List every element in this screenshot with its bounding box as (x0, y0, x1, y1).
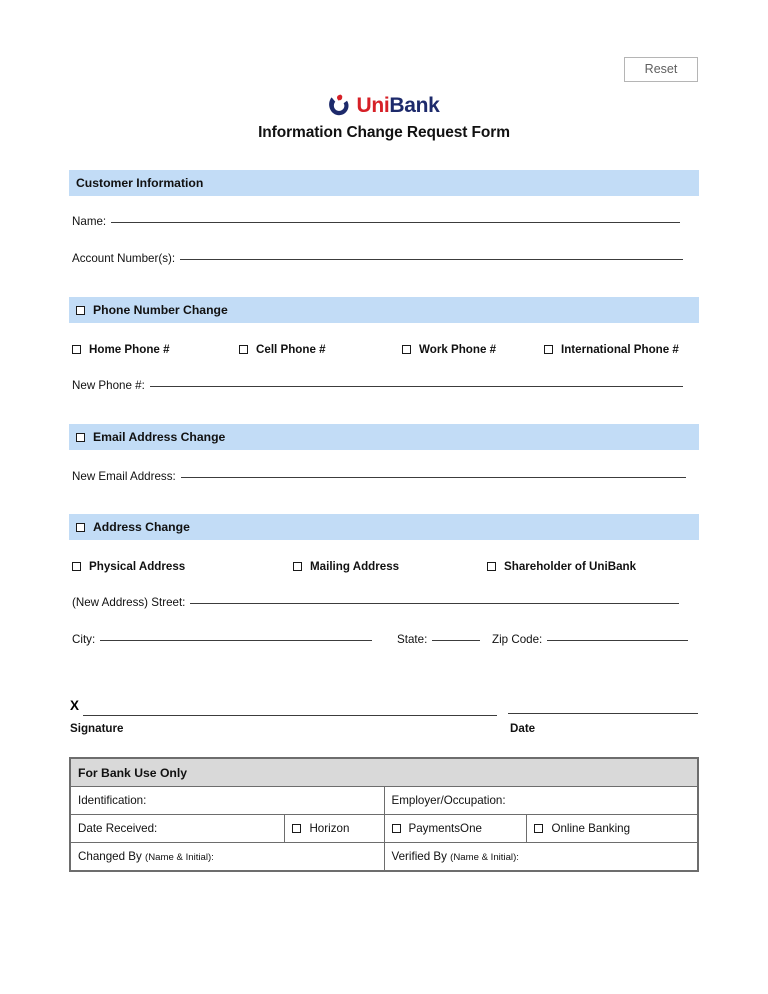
section-checkbox-address-change[interactable] (76, 523, 85, 532)
field-label-city: City: (72, 633, 96, 646)
field-label-new-phone: New Phone #: (72, 379, 145, 392)
phone-option-group (72, 343, 702, 359)
cell-paymentsone[interactable] (384, 815, 527, 843)
checkbox-mailing-address[interactable] (293, 562, 302, 571)
field-new-address-street[interactable] (72, 596, 679, 609)
field-label-name: Name: (72, 215, 107, 228)
checkbox-paymentsone[interactable] (392, 824, 401, 833)
cell-verified-by[interactable] (384, 843, 698, 871)
field-name[interactable] (72, 215, 680, 228)
option-label-international-phone: International Phone # (561, 343, 679, 356)
field-rule-city[interactable] (100, 639, 372, 641)
option-cell-phone[interactable] (239, 343, 326, 356)
option-international-phone[interactable] (544, 343, 679, 356)
field-rule-new-address-street[interactable] (190, 602, 679, 604)
field-rule-zip-code[interactable] (547, 639, 688, 641)
cell-changed-by[interactable] (71, 843, 385, 871)
field-new-phone[interactable] (72, 379, 683, 392)
option-home-phone[interactable] (72, 343, 170, 356)
section-checkbox-email-address-change[interactable] (76, 433, 85, 442)
signature-line[interactable] (83, 714, 497, 716)
label-horizon: Horizon (309, 821, 350, 835)
field-rule-name[interactable] (111, 221, 680, 223)
field-label-account-numbers: Account Number(s): (72, 252, 176, 265)
checkbox-international-phone[interactable] (544, 345, 553, 354)
section-label-address-change: Address Change (93, 520, 190, 534)
field-rule-account-numbers[interactable] (180, 258, 683, 260)
option-label-shareholder-of-unibank: Shareholder of UniBank (504, 560, 637, 573)
field-label-new-email-address: New Email Address: (72, 470, 176, 483)
option-label-cell-phone: Cell Phone # (256, 343, 326, 356)
table-row-date-received (71, 815, 698, 843)
field-account-numbers[interactable] (72, 252, 683, 265)
field-rule-state[interactable] (432, 639, 480, 641)
option-physical-address[interactable] (72, 560, 185, 573)
section-header-email-address-change (69, 424, 699, 450)
field-rule-new-phone[interactable] (150, 385, 683, 387)
label-verified-by-note: (Name & Initial): (450, 852, 519, 863)
address-option-group (72, 560, 702, 576)
bank-use-only-table (69, 757, 699, 872)
option-shareholder-of-unibank[interactable] (487, 560, 636, 573)
label-paymentsone: PaymentsOne (408, 821, 482, 835)
option-mailing-address[interactable] (293, 560, 399, 573)
field-rule-new-email-address[interactable] (181, 476, 686, 478)
field-city[interactable] (72, 633, 372, 646)
reset-button[interactable]: Reset (624, 57, 698, 82)
logo-text-bank: Bank (389, 93, 440, 117)
label-online-banking: Online Banking (551, 821, 631, 835)
field-label-state: State: (397, 633, 428, 646)
checkbox-home-phone[interactable] (72, 345, 81, 354)
date-line[interactable] (508, 712, 698, 714)
section-header-customer-information (69, 170, 699, 196)
table-row-changed-verified (71, 843, 698, 871)
logo-text-uni: Uni (356, 93, 390, 117)
field-new-email-address[interactable] (72, 470, 686, 483)
table-row-identification (71, 787, 698, 815)
section-label-email-address-change: Email Address Change (93, 430, 226, 444)
section-title-email-address-change (69, 424, 225, 450)
checkbox-cell-phone[interactable] (239, 345, 248, 354)
section-title-address-change (69, 514, 190, 540)
signature-x-mark: X (70, 698, 80, 713)
label-changed-by: Changed By (78, 850, 146, 863)
cell-identification[interactable]: Identification: (71, 787, 385, 815)
checkbox-horizon[interactable] (292, 824, 301, 833)
label-changed-by-note: (Name & Initial): (145, 852, 214, 863)
date-caption: Date (510, 722, 536, 735)
label-verified-by: Verified By (391, 850, 451, 863)
table-row-bank-header (71, 759, 698, 787)
field-label-new-address-street: (New Address) Street: (72, 596, 186, 609)
signature-caption: Signature (70, 722, 124, 735)
checkbox-shareholder-of-unibank[interactable] (487, 562, 496, 571)
section-checkbox-phone-number-change[interactable] (76, 306, 85, 315)
option-label-work-phone: Work Phone # (419, 343, 497, 356)
checkbox-physical-address[interactable] (72, 562, 81, 571)
option-work-phone[interactable] (402, 343, 496, 356)
checkbox-work-phone[interactable] (402, 345, 411, 354)
section-header-address-change (69, 514, 699, 540)
unibank-swirl-icon (328, 94, 350, 118)
page-title: Information Change Request Form (258, 124, 510, 141)
bank-use-heading: For Bank Use Only (71, 759, 698, 787)
option-label-home-phone: Home Phone # (89, 343, 170, 356)
section-header-phone-number-change (69, 297, 699, 323)
section-title-customer-information: Customer Information (76, 176, 204, 190)
brand-logo (0, 93, 768, 122)
field-state[interactable] (397, 633, 480, 646)
field-zip-code[interactable] (492, 633, 688, 646)
cell-date-received[interactable]: Date Received: (71, 815, 285, 843)
section-title-phone-number-change (69, 297, 228, 323)
cell-online-banking[interactable] (527, 815, 698, 843)
option-label-mailing-address: Mailing Address (310, 560, 400, 573)
field-label-zip-code: Zip Code: (492, 633, 543, 646)
section-label-phone-number-change: Phone Number Change (93, 303, 228, 317)
cell-horizon[interactable] (285, 815, 384, 843)
cell-employer-occupation[interactable]: Employer/Occupation: (384, 787, 698, 815)
option-label-physical-address: Physical Address (89, 560, 186, 573)
checkbox-online-banking[interactable] (534, 824, 543, 833)
